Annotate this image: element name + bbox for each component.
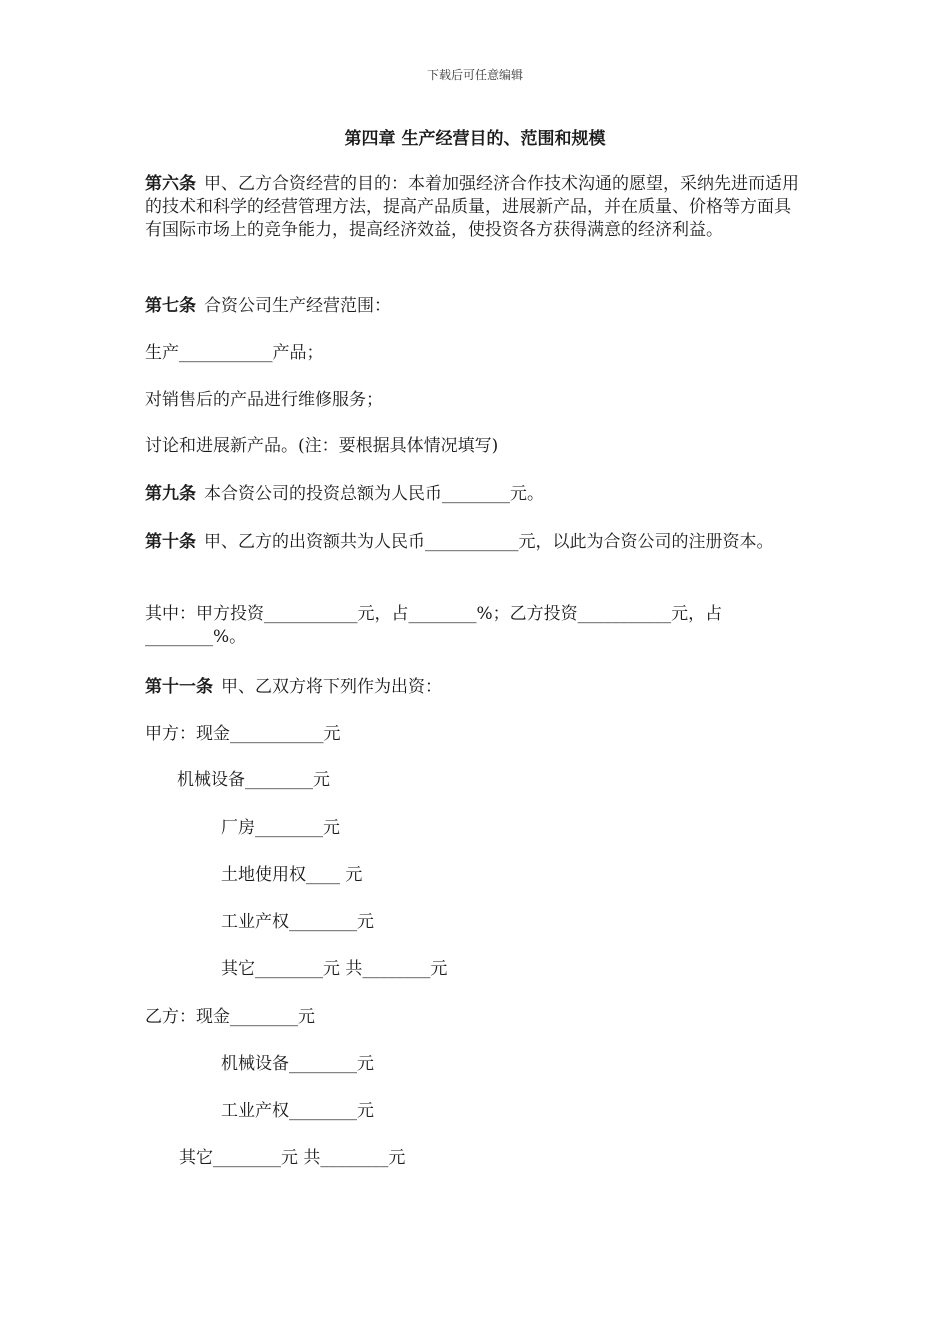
article-11	[145, 676, 807, 699]
article-6	[145, 173, 807, 242]
chapter-title: 第四章 生产经营目的、范围和规模	[344, 129, 606, 149]
party-a-cash: 甲方：现金___________元	[145, 724, 341, 744]
article-7-label: 第七条	[145, 296, 196, 316]
article-11-text: 甲、乙双方将下列作为出资：	[221, 677, 442, 697]
party-a-plant: 厂房________元	[221, 818, 340, 838]
party-b-machinery: 机械设备________元	[221, 1054, 374, 1074]
article-7-text: 合资公司生产经营范围：	[204, 296, 391, 316]
party-b-cash: 乙方：现金________元	[145, 1007, 315, 1027]
scope-item-maintenance: 对销售后的产品进行维修服务；	[145, 390, 383, 410]
party-a-other-total: 其它________元 共________元	[221, 959, 448, 979]
party-a-land-use-right: 土地使用权____ 元	[221, 865, 363, 885]
party-b-other-total: 其它________元 共________元	[179, 1148, 406, 1168]
article-9	[145, 483, 807, 506]
party-a-machinery: 机械设备________元	[177, 770, 330, 790]
article-7	[145, 295, 807, 318]
scope-item-development: 讨论和进展新产品。(注：要根据具体情况填写)	[145, 436, 499, 456]
scope-item-production: 生产___________产品；	[145, 343, 324, 363]
article-9-text: 本合资公司的投资总额为人民币________元。	[204, 484, 544, 504]
article-11-label: 第十一条	[145, 677, 213, 697]
article-6-label: 第六条	[145, 174, 196, 194]
investment-shares: 其中：甲方投资___________元，占________%；乙方投资___________元，占________%。	[145, 604, 723, 647]
party-b-industrial-property: 工业产权________元	[221, 1101, 374, 1121]
party-a-industrial-property: 工业产权________元	[221, 912, 374, 932]
article-6-text: 甲、乙方合资经营的目的：本着加强经济合作技术沟通的愿望，采纳先进而适用的技术和科学的经营管理方法，提高产品质量，进展新产品，并在质量、价格等方面具有国际市场上的竞争能力，提高经济效益，使投资各方获得满意的经济利益。	[145, 174, 799, 240]
article-10	[145, 531, 807, 554]
article-10-text: 甲、乙方的出资额共为人民币___________元，以此为合资公司的注册资本。	[204, 532, 774, 552]
page-header: 下载后可任意编辑	[426, 68, 523, 82]
article-10-label: 第十条	[145, 532, 196, 552]
article-9-label: 第九条	[145, 484, 196, 504]
